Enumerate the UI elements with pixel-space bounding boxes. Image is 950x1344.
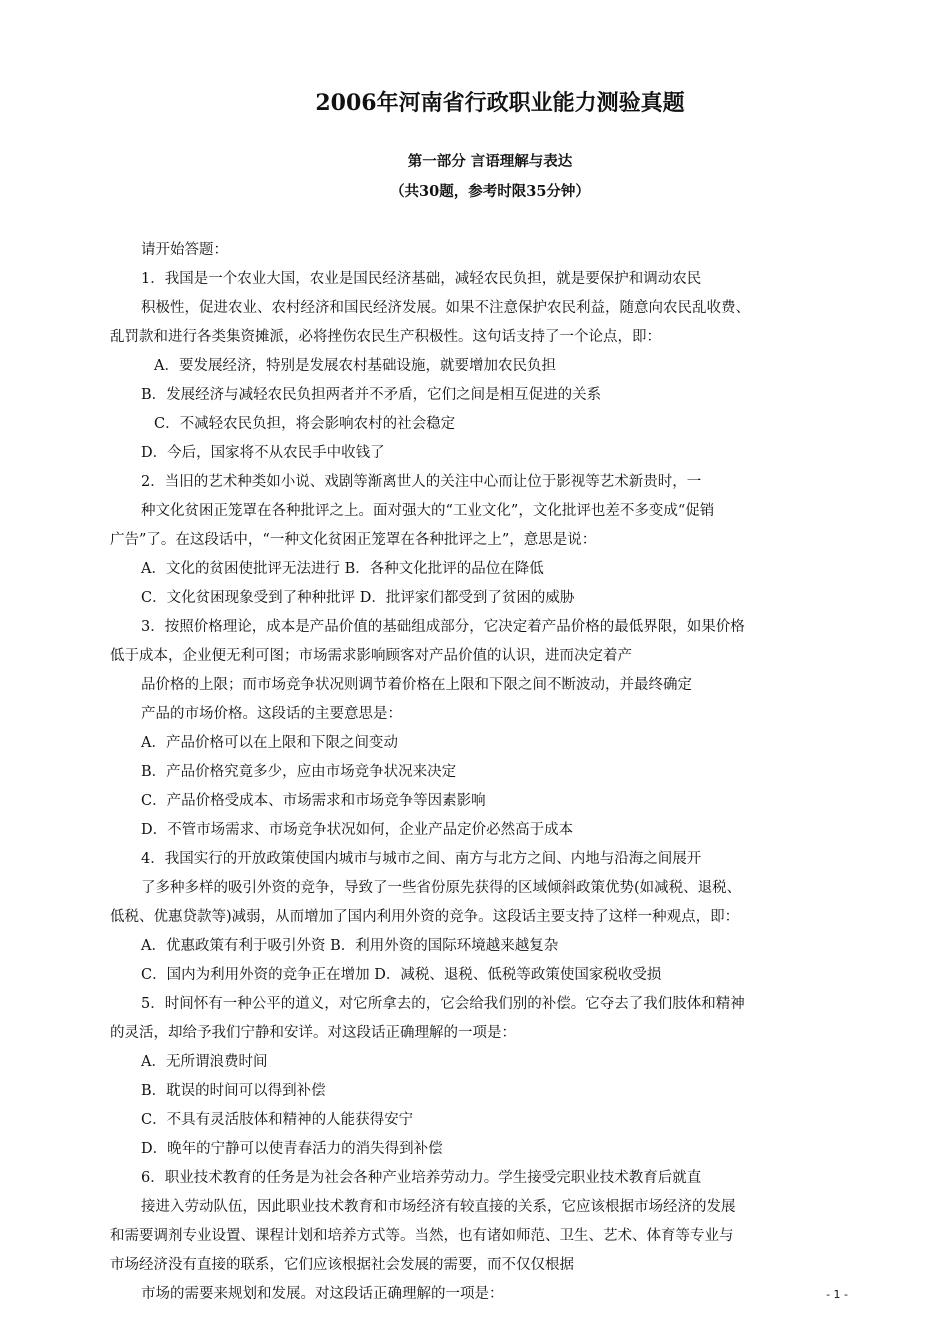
text-line: A．要发展经济，特别是发展农村基础设施，就要增加农民负担 xyxy=(154,358,556,374)
text-line: 请开始答题： xyxy=(141,242,228,258)
text-line: 6．职业技术教育的任务是为社会各种产业培养劳动力。学生接受完职业技术教育后就直 xyxy=(141,1170,702,1186)
page-number: - 1 - xyxy=(826,1288,848,1301)
text-line: B．耽误的时间可以得到补偿 xyxy=(141,1083,326,1099)
text-line: A．优惠政策有利于吸引外资 B．利用外资的国际环境越来越复杂 xyxy=(141,938,559,954)
text-line: C．国内为利用外资的竞争正在增加 D．减税、退税、低税等政策使国家税收受损 xyxy=(141,967,662,983)
text-line: D．今后，国家将不从农民手中收钱了 xyxy=(141,445,385,461)
text-line: 了多种多样的吸引外资的竞争，导致了一些省份原先获得的区域倾斜政策优势(如减税、退税、 xyxy=(141,880,742,896)
text-line: 5．时间怀有一种公平的道义，对它所拿去的，它会给我们别的补偿。它夺去了我们肢体和精神 xyxy=(141,996,745,1012)
text-line: 低于成本，企业便无利可图；市场需求影响顾客对产品价值的认识，进而决定着产 xyxy=(110,648,632,664)
text-line: C．文化贫困现象受到了种种批评 D．批评家们都受到了贫困的威胁 xyxy=(141,590,575,606)
text-line: 市场的需要来规划和发展。对这段话正确理解的一项是： xyxy=(141,1286,504,1302)
text-line: 品价格的上限；而市场竞争状况则调节着价格在上限和下限之间不断波动，并最终确定 xyxy=(141,677,692,693)
document-title: 2006年河南省行政职业能力测验真题 xyxy=(315,90,685,116)
text-line: 接进入劳动队伍，因此职业技术教育和市场经济有较直接的关系，它应该根据市场经济的发展 xyxy=(141,1199,736,1215)
text-line: 低税、优惠贷款等)减弱，从而增加了国内利用外资的竞争。这段话主要支持了这样一种观点，即： xyxy=(110,909,740,925)
text-line: 1．我国是一个农业大国，农业是国民经济基础，减轻农民负担，就是要保护和调动农民 xyxy=(141,271,702,287)
text-line: 4．我国实行的开放政策使国内城市与城市之间、南方与北方之间、内地与沿海之间展开 xyxy=(141,851,702,867)
document-body xyxy=(110,236,838,1309)
text-line: C．不具有灵活肢体和精神的人能获得安宁 xyxy=(141,1112,414,1128)
text-line: D．晚年的宁静可以使青春活力的消失得到补偿 xyxy=(141,1141,443,1157)
text-line: 市场经济没有直接的联系，它们应该根据社会发展的需要，而不仅仅根据 xyxy=(110,1257,574,1273)
text-line: B．产品价格究竟多少，应由市场竞争状况来决定 xyxy=(141,764,457,780)
text-line: 和需要调剂专业设置、课程计划和培养方式等。当然，也有诸如师范、卫生、艺术、体育等专业与 xyxy=(110,1228,734,1244)
text-line: A．文化的贫困使批评无法进行 B．各种文化批评的品位在降低 xyxy=(141,561,544,577)
text-line: 乱罚款和进行各类集资摊派，必将挫伤农民生产积极性。这句话支持了一个论点，即： xyxy=(110,329,661,345)
text-line: A．产品价格可以在上限和下限之间变动 xyxy=(141,735,398,751)
text-line: C．产品价格受成本、市场需求和市场竞争等因素影响 xyxy=(141,793,486,809)
text-line: 的灵活，却给予我们宁静和安详。对这段话正确理解的一项是： xyxy=(110,1025,516,1041)
section-note: （共30题，参考时限35分钟） xyxy=(390,183,590,200)
text-line: A．无所谓浪费时间 xyxy=(141,1054,268,1070)
text-line: C．不减轻农民负担，将会影响农村的社会稳定 xyxy=(154,416,456,432)
text-line: 3．按照价格理论，成本是产品价值的基础组成部分，它决定着产品价格的最低界限，如果价格 xyxy=(141,619,745,635)
text-line: B．发展经济与减轻农民负担两者并不矛盾，它们之间是相互促进的关系 xyxy=(141,387,602,403)
text-line: D．不管市场需求、市场竞争状况如何，企业产品定价必然高于成本 xyxy=(141,822,574,838)
text-line: 广告”了。在这段话中，“一种文化贫困正笼罩在各种批评之上”，意思是说： xyxy=(110,532,597,548)
text-line: 2．当旧的艺术种类如小说、戏剧等渐离世人的关注中心而让位于影视等艺术新贵时，一 xyxy=(141,474,702,490)
text-line: 种文化贫困正笼罩在各种批评之上。面对强大的“工业文化”，文化批评也差不多变成“促销 xyxy=(141,503,715,519)
text-line: 产品的市场价格。这段话的主要意思是： xyxy=(141,706,402,722)
text-line: 积极性，促进农业、农村经济和国民经济发展。如果不注意保护农民利益，随意向农民乱收费、 xyxy=(141,300,750,316)
section-heading: 第一部分 言语理解与表达 xyxy=(407,153,573,170)
